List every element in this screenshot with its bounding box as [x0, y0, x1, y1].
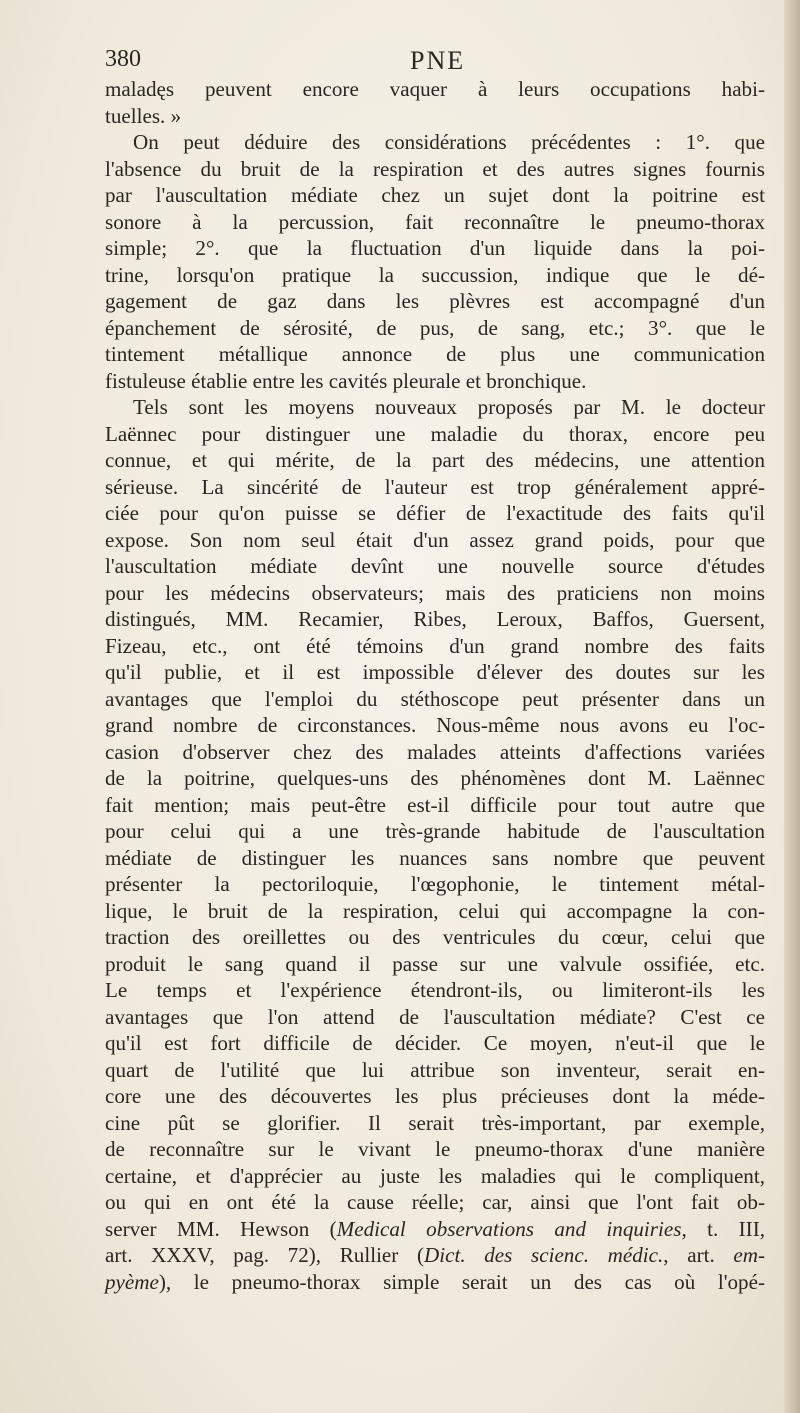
text-line	[105, 1136, 765, 1163]
text-run: avantages que l'emploi du stéthoscope peut présenter dans un	[105, 686, 765, 711]
text-run: qu'il est fort difficile de décider. Ce moyen, n'eut-il que le	[105, 1031, 765, 1055]
text-run: avantages que l'on attend de l'auscultation médiate? C'est ce	[105, 1004, 765, 1029]
text-run: connue, et qui mérite, de la part des médecins, une attention	[105, 448, 765, 472]
text-line	[105, 739, 765, 766]
text-run: cine pût se glorifier. Il serait très-important, par exemple,	[105, 1110, 765, 1135]
text-line	[105, 712, 765, 739]
text-line	[105, 235, 765, 262]
text-run: maladęs peuvent encore vaquer à leurs occupations habi-	[105, 77, 765, 101]
text-run: sonore à la percussion, fait reconnaître le pneumo-thorax	[105, 209, 765, 234]
text-line	[105, 1189, 765, 1216]
text-line	[105, 447, 765, 474]
text-line	[105, 209, 765, 236]
text-run: trine, lorsqu'on pratique la succussion, indique que le dé-	[105, 262, 765, 287]
text-line	[105, 765, 765, 792]
text-line	[105, 951, 765, 978]
text-run: présenter la pectoriloquie, l'œgophonie, le tintement métal-	[105, 872, 765, 896]
text-run: art. XXXV, pag. 72), Rullier (	[105, 1243, 424, 1267]
text-run: , t. III,	[681, 1216, 765, 1241]
text-line	[105, 500, 765, 527]
page-number: 380	[105, 46, 141, 72]
text-run: l'absence du bruit de la respiration et des autres signes fournis	[105, 156, 765, 181]
text-run: Tels sont les moyens nouveaux proposés par M. le docteur	[133, 395, 765, 419]
text-line	[105, 633, 765, 660]
text-run: ciée pour qu'on puisse se défier de l'exactitude des faits qu'il	[105, 501, 765, 525]
text-run: certaine, et d'apprécier au juste les maladies qui le compliquent,	[105, 1163, 765, 1188]
text-line	[105, 288, 765, 315]
text-run: distingués, MM. Recamier, Ribes, Leroux, Baffos, Guersent,	[105, 607, 765, 631]
text-line	[105, 474, 765, 501]
text-line	[105, 421, 765, 448]
body-text	[105, 76, 765, 1295]
italic-text: pyème	[105, 1269, 159, 1294]
text-line	[105, 262, 765, 289]
text-run: pour celui qui a une très-grande habitude de l'auscultation	[105, 819, 765, 843]
text-run: Le temps et l'expérience étendront-ils, ou limiteront-ils les	[105, 978, 765, 1002]
text-line	[105, 1216, 765, 1243]
text-line	[105, 1057, 765, 1084]
text-run: expose. Son nom seul était d'un assez grand poids, pour que	[105, 527, 765, 552]
text-run: pour les médecins observateurs; mais des praticiens non moins	[105, 580, 765, 605]
text-run: simple; 2°. que la fluctuation d'un liquide dans la poi-	[105, 236, 765, 260]
text-run: fistuleuse établie entre les cavités pleurale et bronchique.	[105, 368, 587, 393]
text-run: server MM. Hewson (	[105, 1216, 337, 1241]
italic-text: Medical observations and inquiries	[336, 1216, 682, 1241]
text-run: traction des oreillettes ou des ventricules du cœur, celui que	[105, 925, 765, 949]
text-line	[105, 129, 765, 156]
text-line	[105, 871, 765, 898]
text-line	[105, 845, 765, 872]
text-line	[105, 156, 765, 183]
text-line	[105, 1004, 765, 1031]
text-run: quart de l'utilité que lui attribue son inventeur, serait en-	[105, 1057, 765, 1082]
text-run: sérieuse. La sincérité de l'auteur est trop généralement appré-	[105, 474, 765, 499]
text-line	[105, 1110, 765, 1137]
text-line	[105, 103, 765, 130]
text-line	[105, 182, 765, 209]
text-line	[105, 1083, 765, 1110]
text-line	[105, 76, 765, 103]
text-run: core une des découvertes les plus précieuses dont la méde-	[105, 1084, 765, 1108]
italic-text: em-	[733, 1243, 766, 1267]
text-line	[105, 1030, 765, 1057]
text-run: qu'il publie, et il est impossible d'élever des doutes sur les	[105, 660, 765, 684]
text-line	[105, 315, 765, 342]
text-line	[105, 792, 765, 819]
italic-text: Dict. des scienc. médic.	[424, 1243, 664, 1267]
text-line	[105, 580, 765, 607]
text-line	[105, 553, 765, 580]
text-run: l'auscultation médiate devînt une nouvelle source d'études	[105, 554, 765, 578]
text-line	[105, 368, 765, 395]
text-line	[105, 1163, 765, 1190]
text-run: grand nombre de circonstances. Nous-même nous avons eu l'oc-	[105, 713, 765, 737]
text-run: médiate de distinguer les nuances sans nombre que peuvent	[105, 845, 765, 870]
text-run: casion d'observer chez des malades atteints d'affections variées	[105, 739, 765, 764]
text-run: Laënnec pour distinguer une maladie du thorax, encore peu	[105, 421, 765, 446]
text-line	[105, 898, 765, 925]
text-run: Fizeau, etc., ont été témoins d'un grand nombre des faits	[105, 633, 765, 658]
text-run: épanchement de sérosité, de pus, de sang, etc.; 3°. que le	[105, 315, 765, 340]
text-run: , art.	[663, 1243, 734, 1267]
text-run: tintement métallique annonce de plus une communication	[105, 342, 765, 366]
text-line	[105, 527, 765, 554]
text-line	[105, 924, 765, 951]
text-line	[105, 818, 765, 845]
text-run: tuelles. »	[105, 103, 182, 128]
text-run: lique, le bruit de la respiration, celui qui accompagne la con-	[105, 898, 765, 923]
text-line	[105, 1242, 765, 1269]
running-head: PNE	[410, 46, 466, 75]
text-run: gagement de gaz dans les plèvres est accompagné d'un	[105, 289, 765, 313]
text-run: ou qui en ont été la cause réelle; car, ainsi que l'ont fait ob-	[105, 1190, 765, 1214]
text-line	[105, 1269, 765, 1296]
text-run: par l'auscultation médiate chez un sujet dont la poitrine est	[105, 183, 765, 207]
page-header	[105, 46, 765, 80]
text-line	[105, 394, 765, 421]
text-line	[105, 659, 765, 686]
page-edge	[784, 0, 800, 1413]
text-run: produit le sang quand il passe sur une valvule ossifiée, etc.	[105, 951, 765, 976]
text-run: On peut déduire des considérations précédentes : 1°. que	[133, 130, 765, 154]
text-run: de la poitrine, quelques-uns des phénomènes dont M. Laënnec	[105, 766, 765, 790]
text-line	[105, 977, 765, 1004]
text-run: ), le pneumo-thorax simple serait un des cas où l'opé-	[158, 1269, 765, 1294]
text-run: de reconnaître sur le vivant le pneumo-thorax d'une manière	[105, 1137, 765, 1161]
text-line	[105, 341, 765, 368]
text-line	[105, 606, 765, 633]
text-line	[105, 686, 765, 713]
text-run: fait mention; mais peut-être est-il difficile pour tout autre que	[105, 792, 765, 817]
